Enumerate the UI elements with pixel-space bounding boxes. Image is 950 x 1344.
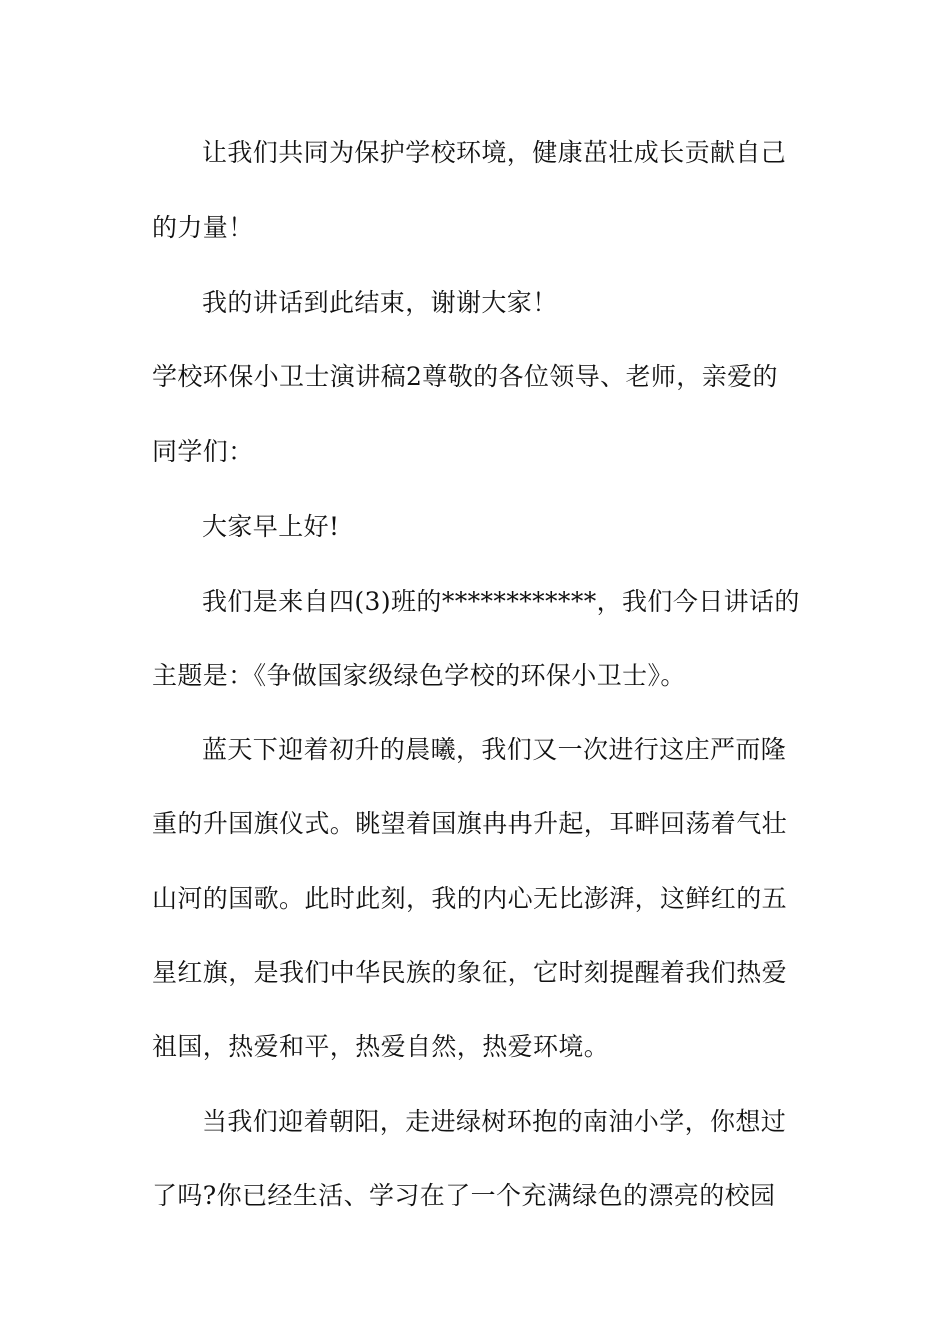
paragraph-line: 同学们： (152, 437, 254, 466)
paragraph-line: 让我们共同为保护学校环境，健康茁壮成长贡献自己 (202, 138, 787, 167)
paragraph-line: 的力量！ (152, 213, 254, 242)
paragraph-line: 祖国，热爱和平，热爱自然，热爱环境。 (152, 1032, 610, 1061)
paragraph-line: 大家早上好! (202, 512, 340, 541)
paragraph-line: 主题是：《争做国家级绿色学校的环保小卫士》。 (152, 661, 686, 690)
paragraph-line: 蓝天下迎着初升的晨曦，我们又一次进行这庄严而隆 (202, 735, 787, 764)
paragraph-line: 了吗?你已经生活、学习在了一个充满绿色的漂亮的校园 (152, 1181, 776, 1210)
paragraph-line: 星红旗，是我们中华民族的象征，它时刻提醒着我们热爱 (152, 958, 788, 987)
paragraph-line: 我的讲话到此结束，谢谢大家！ (202, 288, 558, 317)
paragraph-line: 山河的国歌。此时此刻，我的内心无比澎湃，这鲜红的五 (152, 884, 788, 913)
paragraph-line: 重的升国旗仪式。眺望着国旗冉冉升起，耳畔回荡着气壮 (152, 809, 788, 838)
heading-line: 学校环保小卫士演讲稿2尊敬的各位领导、老师，亲爱的 (152, 362, 778, 391)
paragraph-line: 当我们迎着朝阳，走进绿树环抱的南油小学，你想过 (202, 1107, 787, 1136)
paragraph-line: 我们是来自四(3)班的************，我们今日讲话的 (202, 587, 800, 616)
